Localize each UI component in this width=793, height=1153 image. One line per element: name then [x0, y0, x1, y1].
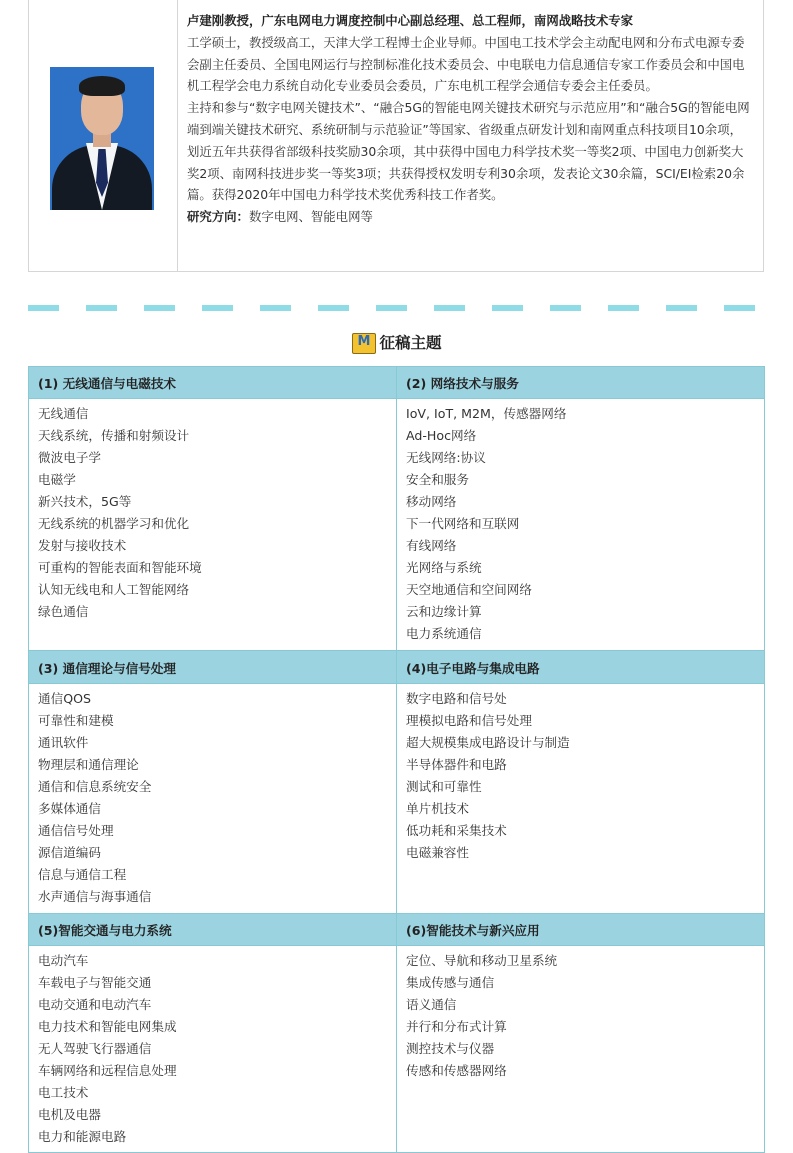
- speaker-name-title: 卢建刚教授，广东电网电力调度控制中心副总经理、总工程师，南网战略技术专家: [187, 13, 634, 28]
- topic-item: 理模拟电路和信号处理: [406, 713, 532, 728]
- topic-list-cell: [397, 684, 765, 914]
- topic-item: 无线网络:协议: [406, 450, 486, 465]
- topic-item: 源信道编码: [38, 845, 101, 860]
- topic-item: 定位、导航和移动卫星系统: [406, 953, 558, 968]
- topic-item: 电磁学: [38, 472, 76, 487]
- topic-item: 绿色通信: [38, 604, 89, 619]
- topic-item: 车载电子与智能交通: [38, 975, 152, 990]
- topic-list: [406, 399, 755, 645]
- topic-item: 光网络与系统: [406, 560, 482, 575]
- topic-title: (6)智能技术与新兴应用: [397, 914, 765, 946]
- topic-item: 电磁兼容性: [406, 845, 469, 860]
- topic-item: 新兴技术，5G等: [38, 494, 132, 509]
- topic-item: 有线网络: [406, 538, 457, 553]
- topic-item: 信息与通信工程: [38, 867, 127, 882]
- topic-item: 通讯软件: [38, 735, 89, 750]
- topic-item: 电工技术: [38, 1085, 89, 1100]
- research-label: 研究方向：: [187, 209, 249, 225]
- topic-item: 半导体器件和电路: [406, 757, 507, 772]
- topic-item: 云和边缘计算: [406, 604, 482, 619]
- topic-item: 可重构的智能表面和智能环境: [38, 560, 202, 575]
- topic-item: 低功耗和采集技术: [406, 823, 507, 838]
- topic-list: [38, 399, 387, 623]
- topic-item: 语义通信: [406, 997, 457, 1012]
- topic-list-cell: [29, 399, 397, 651]
- topic-item: 发射与接收技术: [38, 538, 127, 553]
- topic-item: 电动汽车: [38, 953, 89, 968]
- speaker-photo: [50, 67, 154, 210]
- topic-item: 并行和分布式计算: [406, 1019, 507, 1034]
- topic-item: 无人驾驶飞行器通信: [38, 1041, 152, 1056]
- topic-item: 可靠性和建模: [38, 713, 114, 728]
- topic-list-cell: [397, 399, 765, 651]
- topic-item: 水声通信与海事通信: [38, 889, 152, 904]
- topic-title: (1) 无线通信与电磁技术: [29, 367, 397, 399]
- topic-title: (3) 通信理论与信号处理: [29, 651, 397, 684]
- section-title: 征稿主题: [379, 334, 442, 352]
- profile-photo-cell: [29, 0, 178, 271]
- topic-item: 电力和能源电路: [38, 1129, 127, 1144]
- topic-item: 通信和信息系统安全: [38, 779, 152, 794]
- topic-item: Ad-Hoc网络: [406, 428, 477, 443]
- topic-item: 集成传感与通信: [406, 975, 495, 990]
- topic-item: 通信信号处理: [38, 823, 114, 838]
- topic-list-cell: [29, 946, 397, 1153]
- topic-item: 认知无线电和人工智能网络: [38, 582, 190, 597]
- topic-item: 安全和服务: [406, 472, 469, 487]
- topic-item: 无线系统的机器学习和优化: [38, 516, 190, 531]
- topic-list: [38, 946, 387, 1148]
- topic-item: 无线通信: [38, 406, 89, 421]
- topic-list: [406, 946, 755, 1082]
- profile-text-cell: [178, 0, 763, 271]
- topic-item: 车辆网络和远程信息处理: [38, 1063, 177, 1078]
- topic-title: (5)智能交通与电力系统: [29, 914, 397, 946]
- topic-item: 电力系统通信: [406, 626, 482, 641]
- topic-item: 传感和传感器网络: [406, 1063, 507, 1078]
- topic-item: 电机及电器: [38, 1107, 101, 1122]
- topic-item: 单片机技术: [406, 801, 469, 816]
- topic-item: 天线系统，传播和射频设计: [38, 428, 190, 443]
- topic-item: 天空地通信和空间网络: [406, 582, 532, 597]
- topic-list: [406, 684, 755, 864]
- speaker-bio-paragraph-1: 工学硕士，教授级高工，天津大学工程博士企业导师。中国电工技术学会主动配电网和分布式电源专委会副主任委员、全国电网运行与控制标准化技术委员会、中电联电力信息通信专家工作委员会和中国电机工程学会电力系统自动化专业委员会委员，广东电机工程学会通信专委会主任委员。: [187, 34, 745, 94]
- topics-table: [28, 366, 765, 1153]
- topic-list-cell: [29, 684, 397, 914]
- speaker-research: [187, 206, 753, 228]
- section-header: [0, 330, 793, 358]
- topic-item: 数字电路和信号处: [406, 691, 507, 706]
- topic-item: IoV, IoT, M2M，传感器网络: [406, 406, 567, 421]
- topic-item: 电力技术和智能电网集成: [38, 1019, 177, 1034]
- topic-item: 多媒体通信: [38, 801, 101, 816]
- topic-title: (2) 网络技术与服务: [397, 367, 765, 399]
- topic-list: [38, 684, 387, 908]
- map-book-icon: M: [351, 330, 376, 354]
- topic-item: 下一代网络和互联网: [406, 516, 520, 531]
- research-value: 数字电网、智能电网等: [248, 209, 373, 225]
- topic-item: 测控技术与仪器: [406, 1041, 495, 1056]
- speaker-bio-paragraph-2: 主持和参与“数字电网关键技术”、“融合5G的智能电网关键技术研究与示范应用”和“融合5G的智能电网端到端关键技术研究、系统研制与示范验证”等国家、省级重点研发计划和南网重点科技项目10余项，划近五年共获得省部级科技奖励30余项，其中获得中国电力科学技术奖一等奖2项、中国电力创新奖大奖2项、南网科技进步奖一等奖3项；共获得授权发明专利30余项，发表论文30余篇，SCI/EI检索20余篇。获得2020年中国电力科学技术奖优秀科技工作者奖。: [187, 100, 750, 203]
- topic-item: 通信QOS: [38, 691, 92, 706]
- topic-list-cell: [397, 946, 765, 1153]
- topic-item: 测试和可靠性: [406, 779, 482, 794]
- speaker-profile: [28, 0, 764, 272]
- topic-item: 电动交通和电动汽车: [38, 997, 152, 1012]
- topic-item: 物理层和通信理论: [38, 757, 139, 772]
- topic-item: 微波电子学: [38, 450, 101, 465]
- topic-title: (4)电子电路与集成电路: [397, 651, 765, 684]
- topic-item: 移动网络: [406, 494, 457, 509]
- topic-item: 超大规模集成电路设计与制造: [406, 735, 570, 750]
- dashed-divider: [28, 305, 764, 311]
